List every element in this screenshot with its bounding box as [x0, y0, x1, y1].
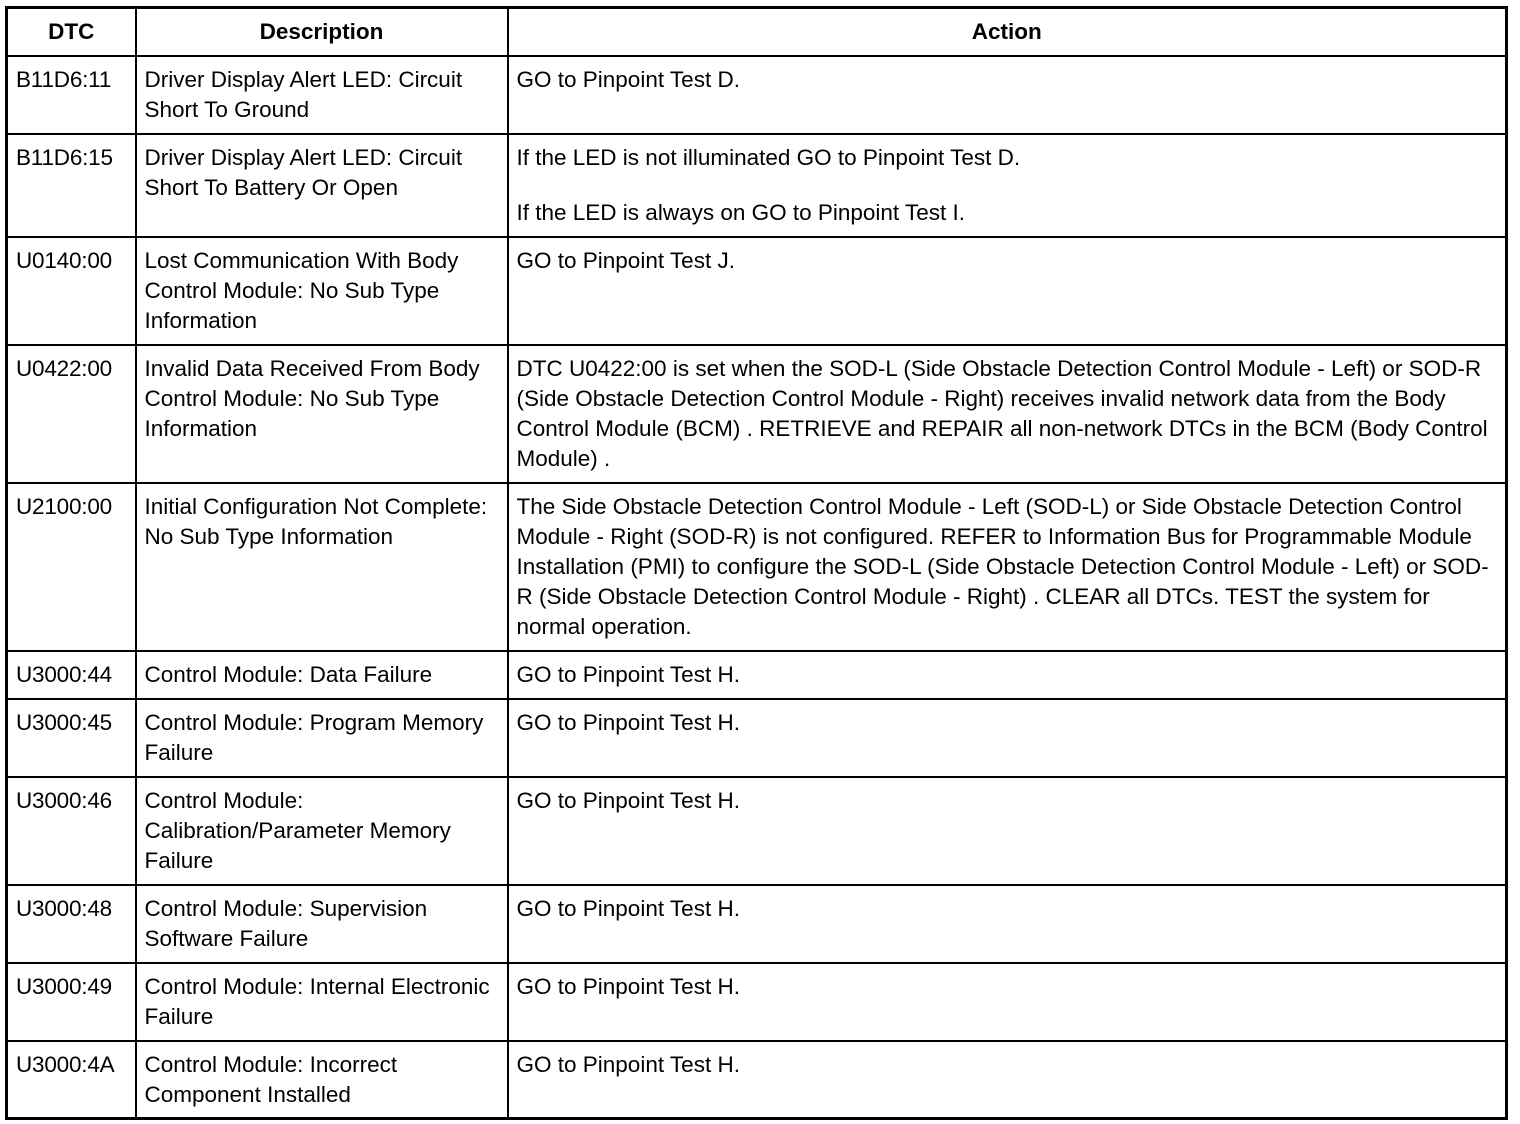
dtc-action — [508, 651, 1507, 699]
action-text: GO to Pinpoint Test H. — [516, 1051, 740, 1077]
table-body — [7, 56, 1507, 1119]
dtc-code: U3000:45 — [7, 699, 136, 777]
dtc-description: Control Module: Incorrect Component Installed — [136, 1041, 508, 1119]
dtc-action — [508, 699, 1507, 777]
action-text: GO to Pinpoint Test J. — [516, 247, 735, 273]
dtc-description: Driver Display Alert LED: Circuit Short To Battery Or Open — [136, 134, 508, 237]
dtc-action — [508, 134, 1507, 237]
dtc-description: Control Module: Calibration/Parameter Memory Failure — [136, 777, 508, 885]
table-row — [7, 237, 1507, 345]
dtc-action — [508, 885, 1507, 963]
dtc-description: Driver Display Alert LED: Circuit Short To Ground — [136, 56, 508, 134]
dtc-table — [5, 6, 1508, 1120]
dtc-description: Lost Communication With Body Control Module: No Sub Type Information — [136, 237, 508, 345]
header-description: Description — [136, 8, 508, 56]
dtc-code: B11D6:15 — [7, 134, 136, 237]
table-row — [7, 1041, 1507, 1119]
table-row — [7, 483, 1507, 651]
dtc-code: U3000:44 — [7, 651, 136, 699]
table-row — [7, 777, 1507, 885]
action-text: The Side Obstacle Detection Control Module - Left (SOD-L) or Side Obstacle Detection Control Module - Right (SOD-R) is not configured. REFER to Information Bus for Programmable Module Installation (PMI) to configure the SOD-L (Side Obstacle Detection Control Module - Left) or SOD-R (Side Obstacle Detection Control Module - Right) . CLEAR all DTCs. TEST the system for normal operation. — [516, 493, 1489, 639]
action-text: If the LED is not illuminated GO to Pinpoint Test D. — [516, 144, 1021, 170]
dtc-description: Control Module: Supervision Software Failure — [136, 885, 508, 963]
dtc-action — [508, 1041, 1507, 1119]
dtc-description: Control Module: Program Memory Failure — [136, 699, 508, 777]
action-text: DTC U0422:00 is set when the SOD-L (Side Obstacle Detection Control Module - Left) or SOD-R (Side Obstacle Detection Control Module - Right) receives invalid network data from the Body Control Module (BCM) . RETRIEVE and REPAIR all non-network DTCs in the BCM (Body Control Module) . — [516, 355, 1488, 471]
dtc-code: U3000:4A — [7, 1041, 136, 1119]
action-text: If the LED is always on GO to Pinpoint Test I. — [516, 199, 966, 225]
dtc-description: Initial Configuration Not Complete: No Sub Type Information — [136, 483, 508, 651]
action-text: GO to Pinpoint Test D. — [516, 66, 740, 92]
dtc-code: U2100:00 — [7, 483, 136, 651]
dtc-action — [508, 345, 1507, 483]
header-action: Action — [508, 8, 1507, 56]
table-row — [7, 885, 1507, 963]
header-dtc: DTC — [7, 8, 136, 56]
action-text: GO to Pinpoint Test H. — [516, 973, 740, 999]
action-text: GO to Pinpoint Test H. — [516, 787, 740, 813]
dtc-action — [508, 963, 1507, 1041]
table-row — [7, 345, 1507, 483]
dtc-code: U3000:48 — [7, 885, 136, 963]
dtc-description: Control Module: Data Failure — [136, 651, 508, 699]
action-text: GO to Pinpoint Test H. — [516, 895, 740, 921]
dtc-code: U0140:00 — [7, 237, 136, 345]
dtc-action — [508, 237, 1507, 345]
table-row — [7, 651, 1507, 699]
dtc-action — [508, 777, 1507, 885]
dtc-description: Control Module: Internal Electronic Failure — [136, 963, 508, 1041]
dtc-code: U0422:00 — [7, 345, 136, 483]
table-header — [7, 8, 1507, 56]
dtc-description: Invalid Data Received From Body Control Module: No Sub Type Information — [136, 345, 508, 483]
table-row — [7, 134, 1507, 237]
dtc-action — [508, 56, 1507, 134]
header-row — [7, 8, 1507, 56]
table-row — [7, 699, 1507, 777]
action-text: GO to Pinpoint Test H. — [516, 709, 740, 735]
table-row — [7, 963, 1507, 1041]
dtc-code: B11D6:11 — [7, 56, 136, 134]
dtc-code: U3000:46 — [7, 777, 136, 885]
dtc-code: U3000:49 — [7, 963, 136, 1041]
table-row — [7, 56, 1507, 134]
action-text: GO to Pinpoint Test H. — [516, 661, 740, 687]
dtc-action — [508, 483, 1507, 651]
